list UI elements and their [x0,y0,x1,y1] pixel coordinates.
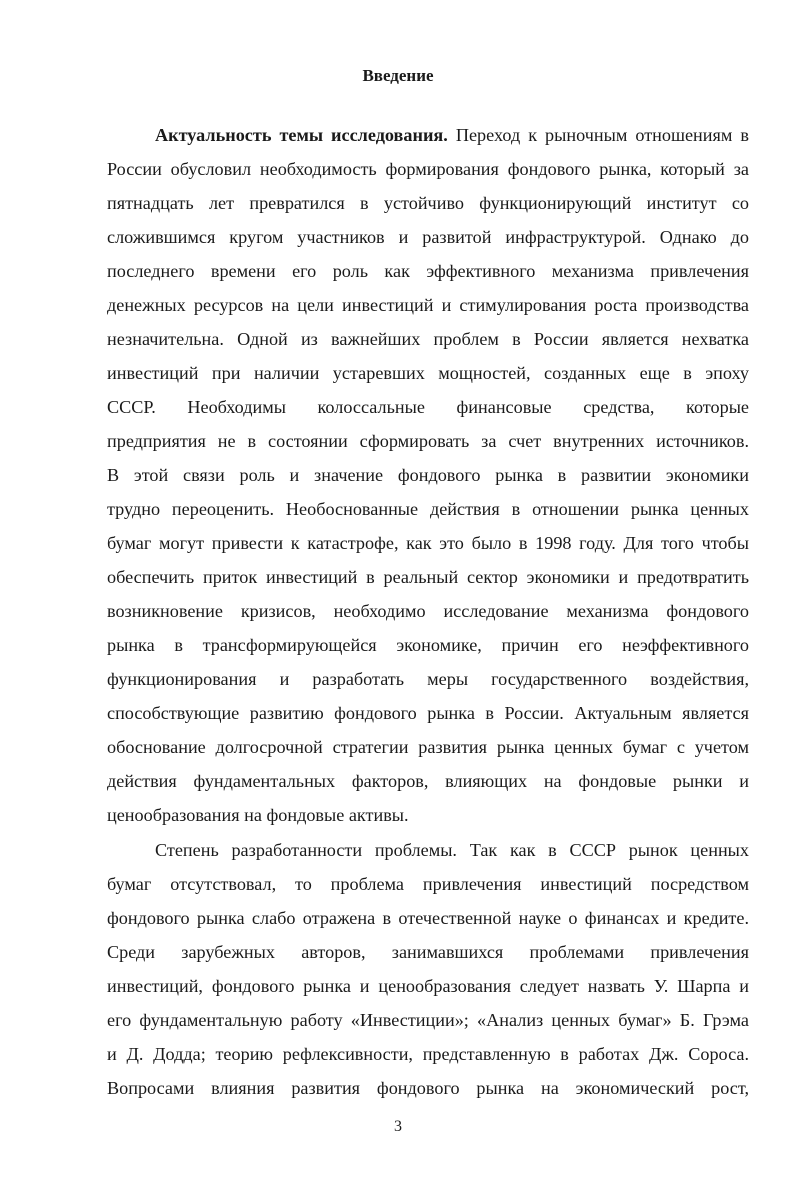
text-line: ценообразования на фондовые активы. [107,805,409,825]
page-number: 3 [394,1118,402,1135]
text-line: способствующие развитию фондового рынка в России. Актуальным является [107,703,749,723]
text-line: бумаг отсутствовал, то проблема привлечения инвестиций посредством [107,874,749,894]
text-line: и Д. Додда; теорию рефлексивности, представленную в работах Дж. Сороса. [107,1044,749,1064]
text-line: СССР. Необходимы колоссальные финансовые средства, которые [107,397,749,417]
text-line: предприятия не в состоянии сформировать за счет внутренних источников. [107,431,749,451]
text-line: Актуальность темы исследования. Переход к рыночным отношениям в [155,125,749,145]
text-line: России обусловил необходимость формирования фондового рынка, который за [107,159,749,179]
text-line: рынка в трансформирующейся экономике, причин его неэффективного [107,635,749,655]
text-line: бумаг могут привести к катастрофе, как это было в 1998 году. Для того чтобы [107,533,749,553]
text-line: трудно переоценить. Необоснованные действия в отношении рынка ценных [107,499,749,519]
text-line: денежных ресурсов на цели инвестиций и стимулирования роста производства [107,295,749,315]
text-line: В этой связи роль и значение фондового рынка в развитии экономики [107,465,749,485]
text-line: возникновение кризисов, необходимо исследование механизма фондового [107,601,749,621]
text-line: Вопросами влияния развития фондового рынка на экономический рост, [107,1078,749,1098]
text-line: инвестиций, фондового рынка и ценообразования следует назвать У. Шарпа и [107,976,749,996]
text-line: Среди зарубежных авторов, занимавшихся проблемами привлечения [107,942,749,962]
text-line: сложившимся кругом участников и развитой инфраструктурой. Однако до [107,227,749,247]
paragraph-research-state [107,833,749,1105]
text-line: пятнадцать лет превратился в устойчиво функционирующий институт со [107,193,749,213]
text-line: инвестиций при наличии устаревших мощностей, созданных еще в эпоху [107,363,749,383]
text-line: функционирования и разработать меры государственного воздействия, [107,669,749,689]
text-line: фондового рынка слабо отражена в отечественной науке о финансах и кредите. [107,908,749,928]
text-line: незначительна. Одной из важнейших проблем в России является нехватка [107,329,749,349]
text-line: обоснование долгосрочной стратегии развития рынка ценных бумаг с учетом [107,737,749,757]
text-line: последнего времени его роль как эффективного механизма привлечения [107,261,749,281]
paragraph-relevance [107,118,749,832]
section-heading: Введение [362,66,434,85]
text-line: Степень разработанности проблемы. Так как в СССР рынок ценных [155,840,749,860]
text-line: действия фундаментальных факторов, влияющих на фондовые рынки и [107,771,749,791]
text-line: обеспечить приток инвестиций в реальный сектор экономики и предотвратить [107,567,749,587]
text-line: его фундаментальную работу «Инвестиции»; «Анализ ценных бумаг» Б. Грэма [107,1010,749,1030]
bold-lead-phrase: Актуальность темы исследования. [155,125,448,145]
